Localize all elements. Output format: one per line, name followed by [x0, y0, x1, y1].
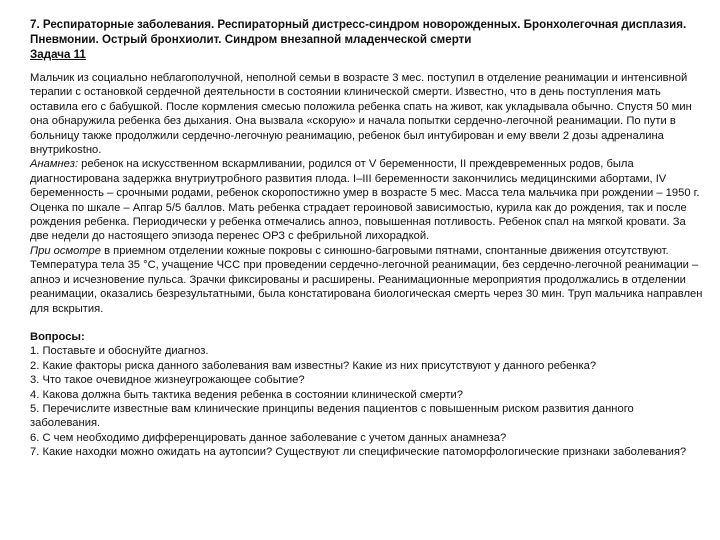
exam-label: При осмотре [30, 244, 102, 257]
case-intro: Мальчик из социально неблагополучной, неполной семьи в возрасте 3 мес. поступил в отделение реанимации и интенсивной терапии с остановкой сердечной деятельности в состоянии клинической смерти. Известно, что в день поступления мать оставила его с бабушкой. После кормления смесью положила ребенка спать на живот, как укладывала обычно. Спустя 50 мин она обнаружила ребенка без дыхания. Она вызвала «скорую» и начала попытки сердечно-легочной реанимации. По пути в больницу также продолжили сердечно-легочную реанимацию, ребенок был интубирован и ему ввели 2 дозы адреналина внутриkostно. [30, 72, 692, 157]
document-title: 7. Респираторные заболевания. Респираторный дистресс-синдром новорожденных. Бронхолегочная дисплазия. Пневмонии. Острый бронхиолит. Синдром внезапной младенческой смерти [30, 18, 687, 46]
exam-paragraph [30, 244, 706, 316]
question-item: 2. Какие факторы риска данного заболевания вам известны? Какие из них присутствуют у данного ребенка? [30, 359, 597, 372]
question-item: 4. Какова должна быть тактика ведения ребенка в состоянии клинической смерти? [30, 388, 463, 401]
question-item: 3. Что такое очевидное жизнеугрожающее событие? [30, 374, 305, 387]
anamnesis-text: ребенок на искусственном вскармливании, родился от V беременности, II преждевременных родов, была диагностирована задержка внутриутробного развития плода. I–III беременности закончились медицинскими абортами, IV беременность – срочными родами, ребенок скоропостижно умер в возрасте 5 мес. Масса тела мальчика при рождении – 1950 г. Оценка по шкале – Апгар 5/5 баллов. Мать ребенка страдает героиновой зависимостью, курила как до рождения, так и после рождения ребенка. Периодически у ребенка отмечались апноэ, повышенная потливость. Ребенок спал на мягкой кровати. За две недели до настоящего эпизода перенес ОРЗ с фебрильной лихорадкой. [30, 158, 700, 243]
question-item: 5. Перечислите известные вам клинические принципы ведения пациентов с повышенным риском развития данного заболевания. [30, 402, 634, 430]
exam-text: в приемном отделении кожные покровы с синюшно-багровыми пятнами, спонтанные движения отсутствуют. Температура тела 35 °C, учащение ЧСС при проведении сердечно-легочной реанимации, без сердечно-легочной реанимации – апноэ и исчезновение пульса. Зрачки фиксированы и расширены. Реанимационные мероприятия продолжались в отделении реанимации, оказались безрезультатными, была констатирована биологическая смерть через 30 мин. Труп мальчика направлен для вскрытия. [30, 244, 703, 315]
question-item: 6. С чем необходимо дифференцировать данное заболевание с учетом данных анамнеза? [30, 431, 507, 444]
question-item: 7. Какие находки можно ожидать на аутопсии? Существуют ли специфические патоморфологические признаки заболевания? [30, 446, 687, 459]
anamnesis-label: Анамнез: [30, 158, 79, 171]
question-item: 1. Поставьте и обоснуйте диагноз. [30, 345, 209, 358]
anamnesis-paragraph [30, 157, 706, 243]
questions-heading: Вопросы: [30, 330, 85, 343]
task-label: Задача 11 [30, 48, 86, 61]
case-description [30, 71, 706, 316]
questions-section [30, 330, 706, 460]
questions-list [30, 344, 706, 459]
